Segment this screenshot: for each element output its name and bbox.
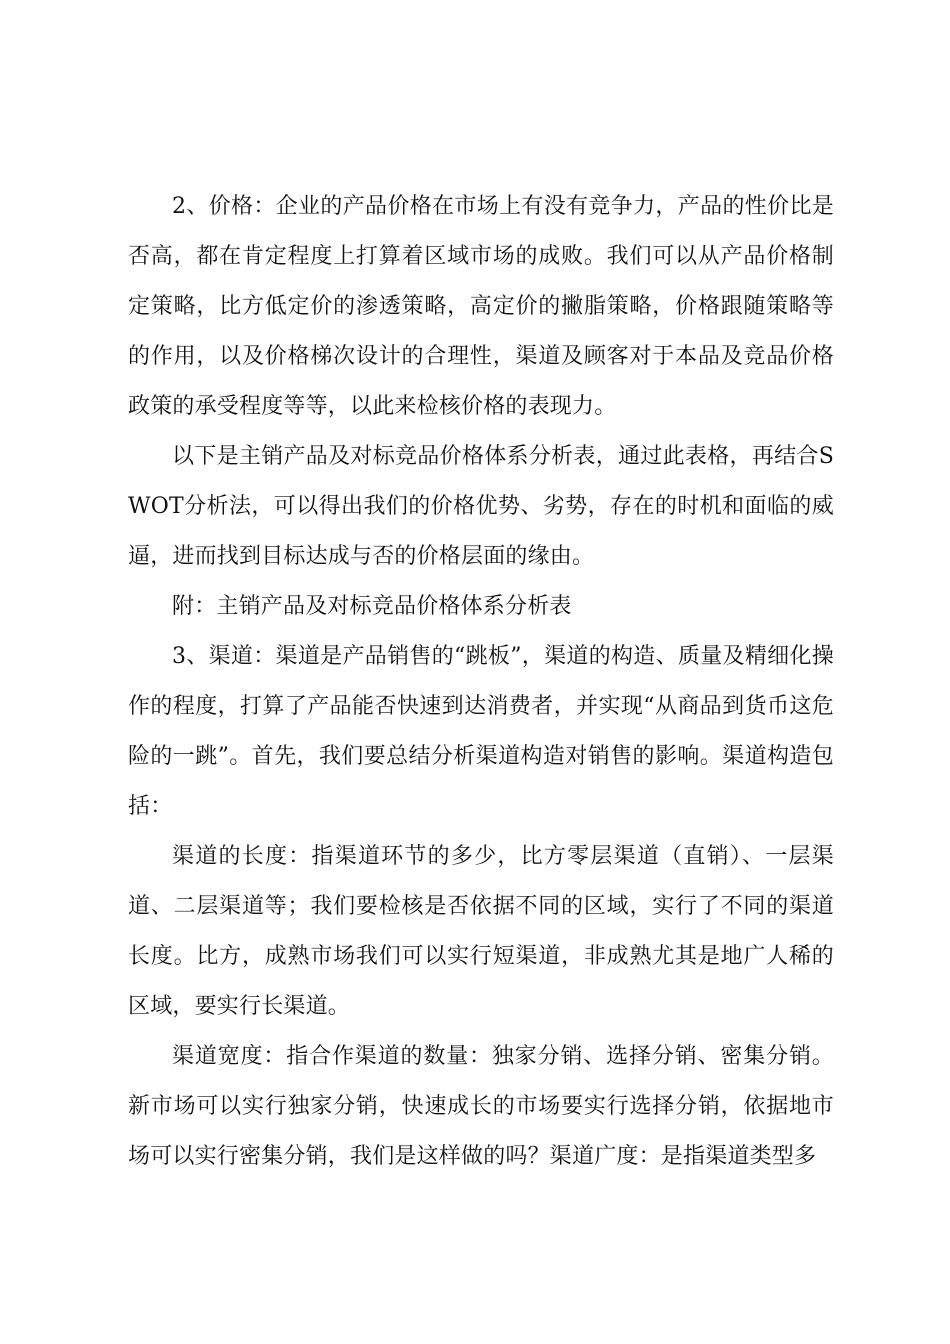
paragraph-attachment-note: 附：主销产品及对标竞品价格体系分析表: [172, 594, 572, 619]
paragraph-channel-width: 渠道宽度：指合作渠道的数量：独家分销、选择分销、密集分销。新市场可以实行独家分销，快速成长的市场要实行选择分销，依据地市场可以实行密集分销，我们是这样做的吗？渠道广度：是指渠道类型多: [128, 1044, 834, 1169]
paragraph-price: 2、价格：企业的产品价格在市场上有没有竞争力，产品的性价比是否高，都在肯定程度上打算着区域市场的成败。我们可以从产品价格制定策略，比方低定价的渗透策略，高定价的撇脂策略，价格跟随策略等的作用，以及价格梯次设计的合理性，渠道及顾客对于本品及竞品价格政策的承受程度等等，以此来检核价格的表现力。: [128, 194, 834, 419]
paragraph-channel-length: 渠道的长度：指渠道环节的多少，比方零层渠道（直销）、一层渠道、二层渠道等；我们要检核是否依据不同的区域，实行了不同的渠道长度。比方，成熟市场我们可以实行短渠道，非成熟尤其是地广人稀的区域，要实行长渠道。: [128, 844, 834, 1019]
paragraph-price-table-intro: 以下是主销产品及对标竞品价格体系分析表，通过此表格，再结合SWOT分析法，可以得出我们的价格优势、劣势，存在的时机和面临的威逼，进而找到目标达成与否的价格层面的缘由。: [128, 444, 834, 569]
paragraph-channel: 3、渠道：渠道是产品销售的“跳板”，渠道的构造、质量及精细化操作的程度，打算了产品能否快速到达消费者，并实现“从商品到货币这危险的一跳”。首先，我们要总结分析渠道构造对销售的影响。渠道构造包括：: [128, 644, 834, 819]
